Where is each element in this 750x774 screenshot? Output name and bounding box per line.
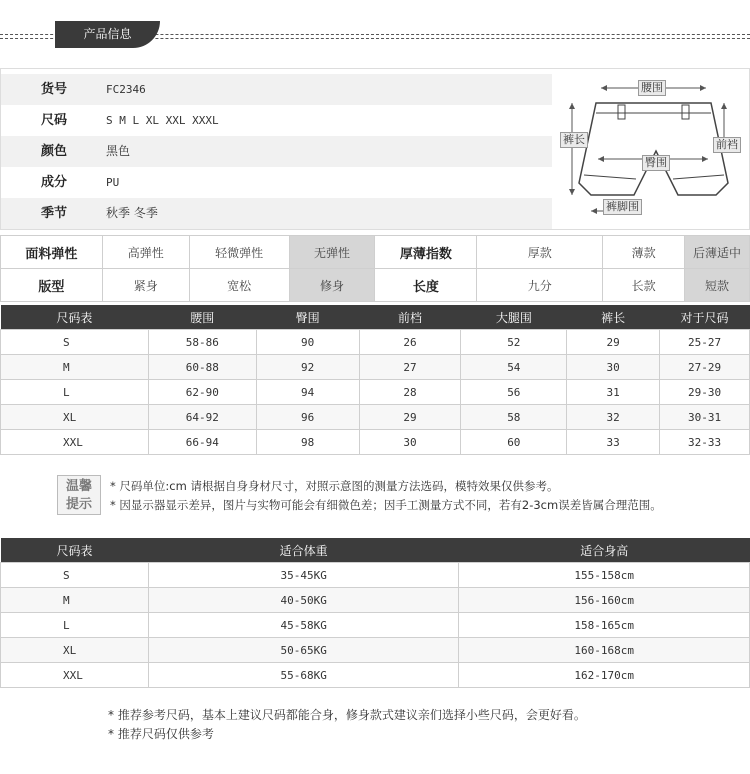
info-row-material [1,167,552,198]
tips-badge-line: 提示 [65,497,92,512]
table-cell: 56 [461,380,567,405]
info-value: S M L XL XXL XXXL [106,114,219,127]
table-cell: 29-30 [660,380,750,405]
attr-option: 九分 [477,269,603,302]
table-cell: 45-58KG [148,613,459,638]
table-cell: 29 [567,330,660,355]
tips-badge [57,475,101,515]
table-cell: 60-88 [148,355,256,380]
table-cell: 64-92 [148,405,256,430]
attr-option-selected: 修身 [289,269,375,302]
size-table-header: 对于尺码 [660,305,750,330]
attr-option: 长款 [603,269,685,302]
footer-note: * 推荐参考尺码，基本上建议尺码都能合身，修身款式建议亲们选择小些尺码，会更好看。 [108,708,586,722]
table-cell: 25-27 [660,330,750,355]
table-row [1,355,750,380]
info-value: PU [106,176,120,189]
table-cell: 98 [256,430,359,455]
attr-label: 厚薄指数 [375,236,477,269]
table-cell: 160-168cm [459,638,750,663]
table-cell: XL [1,638,149,663]
attr-option-selected: 后薄适中 [685,236,750,269]
product-info [0,68,750,230]
diagram-label-front-rise: 前裆 [713,137,741,153]
info-value: FC2346 [106,83,146,96]
info-value: 黑色 [106,144,131,158]
table-cell: S [1,330,149,355]
footer-note: * 推荐尺码仅供参考 [108,727,214,741]
table-cell: 58-86 [148,330,256,355]
attr-option: 高弹性 [102,236,189,269]
table-cell: 52 [461,330,567,355]
attr-option-selected: 无弹性 [289,236,375,269]
table-cell: 96 [256,405,359,430]
table-cell: M [1,588,149,613]
table-cell: 58 [461,405,567,430]
attr-option: 厚款 [477,236,603,269]
table-cell: XXL [1,430,149,455]
fit-table-header: 适合身高 [459,538,750,563]
table-cell: XL [1,405,149,430]
table-cell: 27-29 [660,355,750,380]
table-row [1,613,750,638]
attr-label: 面料弹性 [1,236,103,269]
info-key: 成分 [41,175,68,190]
size-table-header: 大腿围 [461,305,567,330]
table-cell: 29 [359,405,461,430]
table-cell: XXL [1,663,149,688]
tip-note: * 因显示器显示差异，图片与实物可能会有细微色差；因手工测量方式不同，若有2-3cm误差皆属合理范围。 [110,498,662,512]
diagram-label-hem: 裤脚围 [603,199,642,215]
attr-option: 紧身 [102,269,189,302]
fit-table-header: 尺码表 [1,538,149,563]
table-cell: 92 [256,355,359,380]
table-cell: 26 [359,330,461,355]
tips-badge-line: 温馨 [65,479,92,494]
info-key: 尺码 [41,113,68,128]
table-cell: 60 [461,430,567,455]
table-cell: 31 [567,380,660,405]
table-row [1,663,750,688]
table-cell: 27 [359,355,461,380]
table-cell: 30-31 [660,405,750,430]
info-row-sku [1,74,552,105]
table-cell: L [1,380,149,405]
table-row [1,380,750,405]
table-cell: 50-65KG [148,638,459,663]
info-row-size [1,105,552,136]
info-key: 季节 [41,206,68,221]
table-row [1,405,750,430]
table-row [1,638,750,663]
table-cell: 30 [567,355,660,380]
info-row-color [1,136,552,167]
table-cell: 62-90 [148,380,256,405]
table-row [1,430,750,455]
diagram-label-hip: 臀围 [642,155,670,171]
size-table-header: 臀围 [256,305,359,330]
table-cell: 33 [567,430,660,455]
attr-label: 版型 [1,269,103,302]
table-cell: 158-165cm [459,613,750,638]
info-row-season [1,198,552,229]
attr-label: 长度 [375,269,477,302]
attribute-table [0,235,750,302]
table-cell: 35-45KG [148,563,459,588]
table-cell: S [1,563,149,588]
info-value: 秋季 冬季 [106,206,158,220]
table-cell: 156-160cm [459,588,750,613]
table-cell: 28 [359,380,461,405]
tip-note: * 尺码单位:cm 请根据自身身材尺寸，对照示意图的测量方法选码，模特效果仅供参考。 [110,479,559,493]
table-row [1,588,750,613]
fit-table [0,538,750,688]
table-cell: 162-170cm [459,663,750,688]
table-cell: 32 [567,405,660,430]
table-cell: M [1,355,149,380]
table-cell: 30 [359,430,461,455]
table-cell: 90 [256,330,359,355]
diagram-label-waist: 腰围 [638,80,666,96]
attr-option: 薄款 [603,236,685,269]
size-table-header: 裤长 [567,305,660,330]
info-key: 货号 [41,82,68,97]
diagram-label-length: 裤长 [560,132,588,148]
fit-table-header: 适合体重 [148,538,459,563]
size-table-header: 尺码表 [1,305,149,330]
table-cell: 55-68KG [148,663,459,688]
size-table-header: 腰围 [148,305,256,330]
table-row [1,563,750,588]
section-tab: 产品信息 [55,21,160,48]
attr-option-selected: 短款 [685,269,750,302]
size-table [0,305,750,455]
table-cell: 40-50KG [148,588,459,613]
table-cell: 155-158cm [459,563,750,588]
table-cell: 54 [461,355,567,380]
table-cell: 66-94 [148,430,256,455]
table-cell: 32-33 [660,430,750,455]
attr-option: 宽松 [189,269,289,302]
table-cell: L [1,613,149,638]
table-row [1,330,750,355]
info-key: 颜色 [41,144,68,159]
table-cell: 94 [256,380,359,405]
attr-option: 轻微弹性 [189,236,289,269]
size-table-header: 前档 [359,305,461,330]
